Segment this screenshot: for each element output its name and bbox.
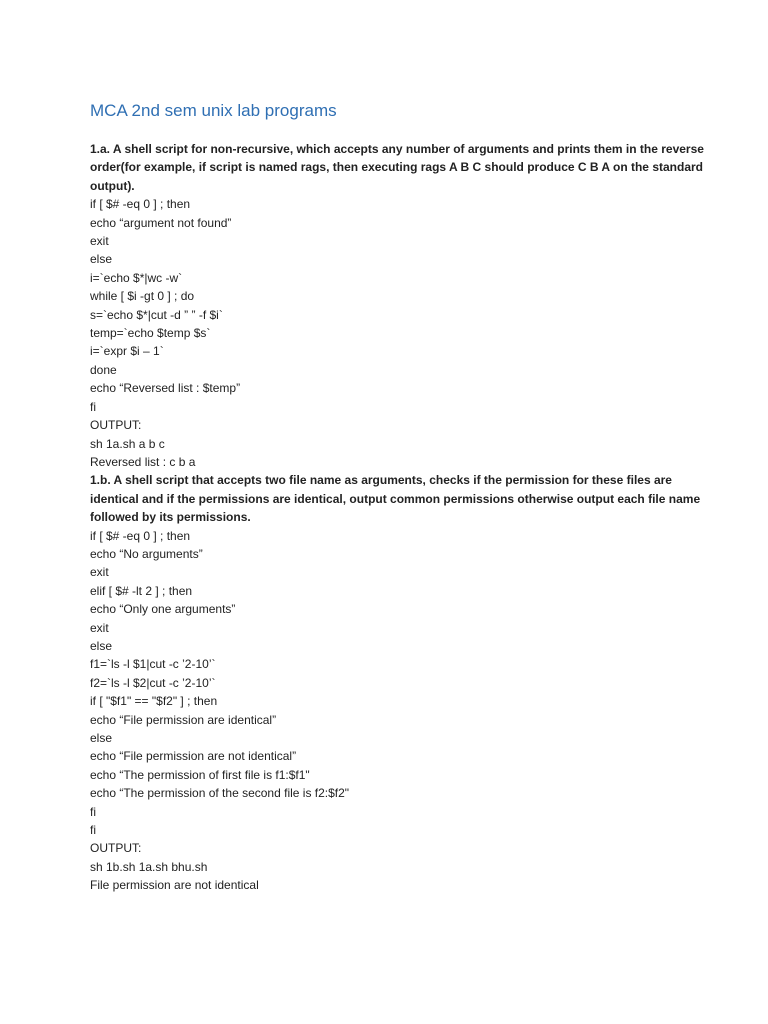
code-line: Reversed list : c b a	[90, 454, 196, 469]
code-line: elif [ $# -lt 2 ] ; then	[90, 583, 193, 598]
code-line: echo “Only one arguments”	[90, 602, 236, 617]
code-line: sh 1a.sh a b c	[90, 436, 165, 451]
code-line: OUTPUT:	[90, 841, 142, 856]
code-line: done	[90, 362, 117, 377]
code-line: exit	[90, 620, 109, 635]
code-line: i=`echo $*|wc -w`	[90, 270, 183, 285]
code-line: f2=`ls -l $2|cut -c ’2-10’`	[90, 675, 216, 690]
code-line: OUTPUT:	[90, 418, 142, 433]
code-line: else	[90, 731, 113, 745]
code-line: echo “No arguments”	[90, 546, 203, 561]
document-title: MCA 2nd sem unix lab programs	[90, 101, 337, 120]
code-line: echo “File permission are identical”	[90, 712, 277, 727]
code-line: fi	[90, 804, 96, 819]
code-line: else	[90, 252, 113, 267]
code-line: echo “Reversed list : $temp”	[90, 381, 241, 396]
code-line: if [ $# -eq 0 ] ; then	[90, 528, 191, 543]
code-line: while [ $i -gt 0 ] ; do	[90, 289, 195, 304]
code-listing	[90, 527, 708, 895]
section-block	[90, 471, 708, 894]
section-heading: 1.b. A shell script that accepts two file name as arguments, checks if the permission for these files are identical and if the permissions are identical, output common permissions otherwise output each file name followed by its permissions.	[90, 473, 701, 525]
code-line: if [ "$f1" == "$f2" ] ; then	[90, 694, 218, 709]
code-line: echo “argument not found”	[90, 215, 232, 230]
code-line: sh 1b.sh 1a.sh bhu.sh	[90, 859, 208, 874]
section-block	[90, 140, 708, 471]
code-line: else	[90, 638, 113, 653]
code-line: fi	[90, 399, 96, 414]
section-heading: 1.a. A shell script for non-recursive, which accepts any number of arguments and prints them in the reverse order(for example, if script is named rags, then executing rags A B C should produce C B A on the standard output).	[90, 142, 704, 193]
code-line: File permission are not identical	[90, 878, 259, 893]
code-line: f1=`ls -l $1|cut -c ’2-10’`	[90, 657, 216, 672]
code-line: exit	[90, 234, 109, 249]
document-sections	[90, 140, 708, 895]
code-line: echo “The permission of first file is f1:$f1"	[90, 767, 310, 782]
code-line: echo “The permission of the second file is f2:$f2"	[90, 786, 350, 801]
code-listing	[90, 195, 708, 471]
code-line: temp=`echo $temp $s`	[90, 326, 211, 341]
code-line: s=`echo $*|cut -d ” ” -f $i`	[90, 307, 223, 322]
code-line: echo “File permission are not identical”	[90, 749, 297, 764]
code-line: if [ $# -eq 0 ] ; then	[90, 197, 191, 212]
code-line: fi	[90, 823, 96, 838]
code-line: exit	[90, 565, 109, 580]
code-line: i=`expr $i – 1`	[90, 344, 164, 359]
